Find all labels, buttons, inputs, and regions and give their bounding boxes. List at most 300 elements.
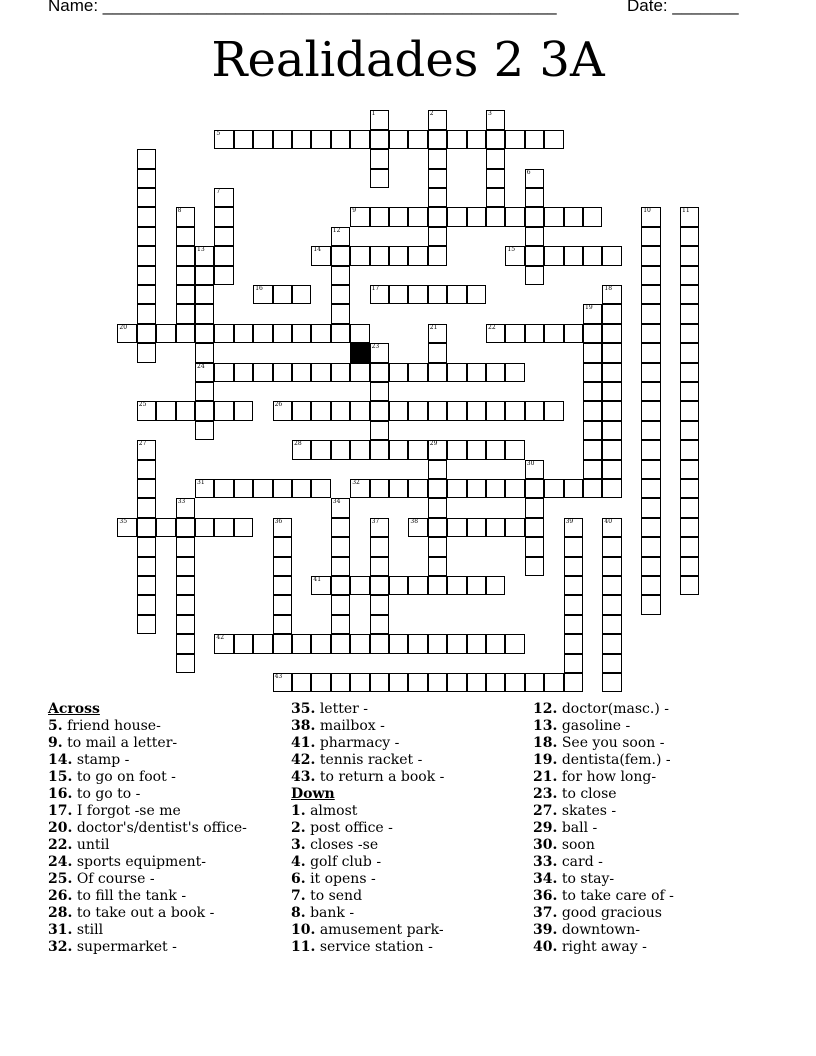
grid-cell[interactable] [486, 207, 505, 226]
grid-cell[interactable] [641, 518, 660, 537]
grid-cell[interactable] [428, 576, 447, 595]
grid-cell[interactable] [370, 518, 389, 537]
grid-cell[interactable] [273, 518, 292, 537]
grid-cell[interactable] [273, 634, 292, 653]
grid-cell[interactable] [583, 421, 602, 440]
grid-cell[interactable] [137, 304, 156, 323]
grid-cell[interactable] [370, 363, 389, 382]
grid-cell[interactable] [447, 285, 466, 304]
grid-cell[interactable] [602, 557, 621, 576]
grid-cell[interactable] [525, 460, 544, 479]
grid-cell[interactable] [641, 401, 660, 420]
grid-cell[interactable] [370, 382, 389, 401]
grid-cell[interactable] [428, 130, 447, 149]
grid-cell[interactable] [428, 634, 447, 653]
grid-cell[interactable] [214, 401, 233, 420]
grid-cell[interactable] [525, 207, 544, 226]
grid-cell[interactable] [641, 207, 660, 226]
grid-cell[interactable] [564, 576, 583, 595]
grid-cell[interactable] [583, 304, 602, 323]
grid-cell[interactable] [331, 557, 350, 576]
grid-cell[interactable] [292, 401, 311, 420]
grid-cell[interactable] [680, 440, 699, 459]
grid-cell[interactable] [195, 304, 214, 323]
grid-cell[interactable] [137, 188, 156, 207]
grid-cell[interactable] [641, 304, 660, 323]
grid-cell[interactable] [525, 518, 544, 537]
grid-cell[interactable] [408, 479, 427, 498]
grid-cell[interactable] [525, 227, 544, 246]
grid-cell[interactable] [370, 595, 389, 614]
grid-cell[interactable] [602, 615, 621, 634]
grid-cell[interactable] [447, 363, 466, 382]
grid-cell[interactable] [564, 537, 583, 556]
grid-cell[interactable] [428, 188, 447, 207]
grid-cell[interactable] [564, 479, 583, 498]
grid-cell[interactable] [234, 634, 253, 653]
grid-cell[interactable] [389, 285, 408, 304]
grid-cell[interactable] [680, 207, 699, 226]
grid-cell[interactable] [602, 421, 621, 440]
grid-cell[interactable] [311, 479, 330, 498]
grid-cell[interactable] [137, 169, 156, 188]
grid-cell[interactable] [331, 363, 350, 382]
grid-cell[interactable] [311, 576, 330, 595]
grid-cell[interactable] [389, 634, 408, 653]
grid-cell[interactable] [486, 634, 505, 653]
grid-cell[interactable] [486, 479, 505, 498]
grid-cell[interactable] [408, 130, 427, 149]
grid-cell[interactable] [176, 634, 195, 653]
grid-cell[interactable] [370, 557, 389, 576]
grid-cell[interactable] [273, 615, 292, 634]
grid-cell[interactable] [137, 246, 156, 265]
grid-cell[interactable] [641, 285, 660, 304]
grid-cell[interactable] [602, 304, 621, 323]
grid-cell[interactable] [253, 363, 272, 382]
grid-cell[interactable] [292, 673, 311, 692]
grid-cell[interactable] [408, 634, 427, 653]
grid-cell[interactable] [253, 130, 272, 149]
grid-cell[interactable] [602, 673, 621, 692]
grid-cell[interactable] [370, 110, 389, 129]
grid-cell[interactable] [641, 479, 660, 498]
grid-cell[interactable] [428, 460, 447, 479]
grid-cell[interactable] [641, 227, 660, 246]
grid-cell[interactable] [428, 324, 447, 343]
grid-cell[interactable] [234, 518, 253, 537]
grid-cell[interactable] [428, 285, 447, 304]
grid-cell[interactable] [602, 343, 621, 362]
grid-cell[interactable] [486, 401, 505, 420]
grid-cell[interactable] [195, 382, 214, 401]
grid-cell[interactable] [273, 130, 292, 149]
grid-cell[interactable] [467, 479, 486, 498]
grid-cell[interactable] [234, 479, 253, 498]
grid-cell[interactable] [602, 634, 621, 653]
grid-cell[interactable] [602, 382, 621, 401]
grid-cell[interactable] [564, 634, 583, 653]
grid-cell[interactable] [544, 207, 563, 226]
grid-cell[interactable] [292, 285, 311, 304]
grid-cell[interactable] [680, 266, 699, 285]
grid-cell[interactable] [525, 557, 544, 576]
grid-cell[interactable] [273, 537, 292, 556]
grid-cell[interactable] [156, 518, 175, 537]
grid-cell[interactable] [408, 285, 427, 304]
grid-cell[interactable] [641, 537, 660, 556]
grid-cell[interactable] [176, 304, 195, 323]
grid-cell[interactable] [292, 440, 311, 459]
grid-cell[interactable] [292, 130, 311, 149]
grid-cell[interactable] [350, 634, 369, 653]
grid-cell[interactable] [602, 460, 621, 479]
grid-cell[interactable] [253, 479, 272, 498]
grid-cell[interactable] [428, 498, 447, 517]
grid-cell[interactable] [273, 595, 292, 614]
grid-cell[interactable] [564, 518, 583, 537]
grid-cell[interactable] [505, 130, 524, 149]
grid-cell[interactable] [370, 401, 389, 420]
grid-cell[interactable] [428, 246, 447, 265]
grid-cell[interactable] [467, 363, 486, 382]
grid-cell[interactable] [408, 440, 427, 459]
grid-cell[interactable] [370, 130, 389, 149]
grid-cell[interactable] [370, 246, 389, 265]
grid-cell[interactable] [370, 421, 389, 440]
grid-cell[interactable] [117, 518, 136, 537]
grid-cell[interactable] [680, 227, 699, 246]
grid-cell[interactable] [680, 537, 699, 556]
grid-cell[interactable] [331, 130, 350, 149]
grid-cell[interactable] [214, 634, 233, 653]
grid-cell[interactable] [583, 207, 602, 226]
grid-cell[interactable] [311, 363, 330, 382]
grid-cell[interactable] [544, 479, 563, 498]
grid-cell[interactable] [370, 149, 389, 168]
grid-cell[interactable] [176, 266, 195, 285]
grid-cell[interactable] [176, 285, 195, 304]
grid-cell[interactable] [583, 343, 602, 362]
grid-cell[interactable] [583, 479, 602, 498]
grid-cell[interactable] [311, 130, 330, 149]
grid-cell[interactable] [195, 401, 214, 420]
grid-cell[interactable] [641, 382, 660, 401]
grid-cell[interactable] [428, 401, 447, 420]
grid-cell[interactable] [680, 460, 699, 479]
grid-cell[interactable] [467, 518, 486, 537]
grid-cell[interactable] [370, 615, 389, 634]
grid-cell[interactable] [564, 207, 583, 226]
grid-cell[interactable] [505, 440, 524, 459]
grid-cell[interactable] [176, 246, 195, 265]
grid-cell[interactable] [331, 324, 350, 343]
grid-cell[interactable] [564, 615, 583, 634]
grid-cell[interactable] [428, 479, 447, 498]
grid-cell[interactable] [350, 479, 369, 498]
grid-cell[interactable] [137, 343, 156, 362]
grid-cell[interactable] [176, 615, 195, 634]
grid-cell[interactable] [137, 460, 156, 479]
grid-cell[interactable] [680, 324, 699, 343]
grid-cell[interactable] [292, 324, 311, 343]
grid-cell[interactable] [350, 207, 369, 226]
grid-cell[interactable] [137, 615, 156, 634]
grid-cell[interactable] [195, 324, 214, 343]
grid-cell[interactable] [505, 634, 524, 653]
grid-cell[interactable] [505, 673, 524, 692]
grid-cell[interactable] [214, 246, 233, 265]
grid-cell[interactable] [447, 401, 466, 420]
grid-cell[interactable] [641, 343, 660, 362]
grid-cell[interactable] [176, 518, 195, 537]
grid-cell[interactable] [137, 227, 156, 246]
grid-cell[interactable] [447, 440, 466, 459]
grid-cell[interactable] [680, 576, 699, 595]
grid-cell[interactable] [156, 401, 175, 420]
grid-cell[interactable] [253, 634, 272, 653]
grid-cell[interactable] [389, 576, 408, 595]
grid-cell[interactable] [486, 149, 505, 168]
grid-cell[interactable] [195, 343, 214, 362]
grid-cell[interactable] [525, 324, 544, 343]
grid-cell[interactable] [273, 324, 292, 343]
grid-cell[interactable] [583, 324, 602, 343]
grid-cell[interactable] [370, 537, 389, 556]
grid-cell[interactable] [137, 557, 156, 576]
grid-cell[interactable] [544, 246, 563, 265]
grid-cell[interactable] [428, 343, 447, 362]
grid-cell[interactable] [602, 363, 621, 382]
grid-cell[interactable] [408, 246, 427, 265]
grid-cell[interactable] [428, 363, 447, 382]
grid-cell[interactable] [428, 207, 447, 226]
grid-cell[interactable] [680, 363, 699, 382]
grid-cell[interactable] [467, 673, 486, 692]
grid-cell[interactable] [428, 149, 447, 168]
grid-cell[interactable] [680, 401, 699, 420]
grid-cell[interactable] [389, 673, 408, 692]
grid-cell[interactable] [467, 634, 486, 653]
grid-cell[interactable] [641, 460, 660, 479]
grid-cell[interactable] [370, 207, 389, 226]
grid-cell[interactable] [176, 576, 195, 595]
grid-cell[interactable] [505, 207, 524, 226]
grid-cell[interactable] [680, 304, 699, 323]
grid-cell[interactable] [137, 498, 156, 517]
grid-cell[interactable] [680, 343, 699, 362]
grid-cell[interactable] [467, 440, 486, 459]
grid-cell[interactable] [408, 363, 427, 382]
grid-cell[interactable] [234, 130, 253, 149]
grid-cell[interactable] [602, 537, 621, 556]
grid-cell[interactable] [680, 557, 699, 576]
grid-cell[interactable] [428, 673, 447, 692]
grid-cell[interactable] [214, 266, 233, 285]
grid-cell[interactable] [273, 673, 292, 692]
grid-cell[interactable] [544, 401, 563, 420]
grid-cell[interactable] [273, 363, 292, 382]
grid-cell[interactable] [234, 324, 253, 343]
grid-cell[interactable] [234, 401, 253, 420]
grid-cell[interactable] [486, 440, 505, 459]
grid-cell[interactable] [389, 401, 408, 420]
grid-cell[interactable] [253, 324, 272, 343]
grid-cell[interactable] [331, 673, 350, 692]
grid-cell[interactable] [137, 595, 156, 614]
grid-cell[interactable] [176, 537, 195, 556]
grid-cell[interactable] [195, 479, 214, 498]
grid-cell[interactable] [641, 557, 660, 576]
grid-cell[interactable] [641, 266, 660, 285]
grid-cell[interactable] [389, 479, 408, 498]
grid-cell[interactable] [195, 363, 214, 382]
grid-cell[interactable] [447, 673, 466, 692]
grid-cell[interactable] [680, 285, 699, 304]
grid-cell[interactable] [641, 421, 660, 440]
grid-cell[interactable] [331, 440, 350, 459]
grid-cell[interactable] [137, 285, 156, 304]
grid-cell[interactable] [176, 207, 195, 226]
grid-cell[interactable] [486, 673, 505, 692]
grid-cell[interactable] [467, 207, 486, 226]
grid-cell[interactable] [370, 479, 389, 498]
grid-cell[interactable] [389, 440, 408, 459]
grid-cell[interactable] [602, 324, 621, 343]
grid-cell[interactable] [137, 518, 156, 537]
grid-cell[interactable] [350, 130, 369, 149]
grid-cell[interactable] [486, 518, 505, 537]
grid-cell[interactable] [253, 285, 272, 304]
grid-cell[interactable] [370, 285, 389, 304]
grid-cell[interactable] [564, 246, 583, 265]
grid-cell[interactable] [370, 576, 389, 595]
date-field[interactable]: Date: _______ [627, 0, 739, 15]
grid-cell[interactable] [137, 149, 156, 168]
grid-cell[interactable] [583, 246, 602, 265]
grid-cell[interactable] [544, 673, 563, 692]
grid-cell[interactable] [505, 246, 524, 265]
grid-cell[interactable] [602, 440, 621, 459]
grid-cell[interactable] [350, 673, 369, 692]
grid-cell[interactable] [467, 285, 486, 304]
grid-cell[interactable] [680, 382, 699, 401]
grid-cell[interactable] [350, 576, 369, 595]
grid-cell[interactable] [214, 207, 233, 226]
grid-cell[interactable] [564, 673, 583, 692]
name-field[interactable]: Name: ________________________________________________ [48, 0, 557, 15]
grid-cell[interactable] [564, 557, 583, 576]
grid-cell[interactable] [525, 266, 544, 285]
grid-cell[interactable] [680, 479, 699, 498]
grid-cell[interactable] [486, 110, 505, 129]
grid-cell[interactable] [311, 673, 330, 692]
grid-cell[interactable] [292, 363, 311, 382]
grid-cell[interactable] [447, 576, 466, 595]
grid-cell[interactable] [680, 498, 699, 517]
grid-cell[interactable] [331, 615, 350, 634]
grid-cell[interactable] [137, 266, 156, 285]
grid-cell[interactable] [525, 188, 544, 207]
grid-cell[interactable] [486, 188, 505, 207]
grid-cell[interactable] [195, 518, 214, 537]
grid-cell[interactable] [505, 363, 524, 382]
grid-cell[interactable] [505, 518, 524, 537]
grid-cell[interactable] [428, 169, 447, 188]
grid-cell[interactable] [447, 518, 466, 537]
grid-cell[interactable] [544, 324, 563, 343]
grid-cell[interactable] [641, 246, 660, 265]
grid-cell[interactable] [214, 188, 233, 207]
grid-cell[interactable] [641, 498, 660, 517]
grid-cell[interactable] [370, 673, 389, 692]
grid-cell[interactable] [350, 246, 369, 265]
grid-cell[interactable] [117, 324, 136, 343]
grid-cell[interactable] [137, 207, 156, 226]
grid-cell[interactable] [467, 401, 486, 420]
grid-cell[interactable] [525, 498, 544, 517]
grid-cell[interactable] [641, 324, 660, 343]
grid-cell[interactable] [311, 246, 330, 265]
grid-cell[interactable] [214, 479, 233, 498]
grid-cell[interactable] [505, 479, 524, 498]
grid-cell[interactable] [583, 382, 602, 401]
grid-cell[interactable] [447, 207, 466, 226]
grid-cell[interactable] [370, 343, 389, 362]
grid-cell[interactable] [602, 518, 621, 537]
grid-cell[interactable] [311, 634, 330, 653]
grid-cell[interactable] [273, 557, 292, 576]
grid-cell[interactable] [447, 634, 466, 653]
grid-cell[interactable] [137, 401, 156, 420]
grid-cell[interactable] [525, 537, 544, 556]
grid-cell[interactable] [331, 304, 350, 323]
grid-cell[interactable] [214, 130, 233, 149]
grid-cell[interactable] [350, 324, 369, 343]
grid-cell[interactable] [137, 324, 156, 343]
grid-cell[interactable] [176, 557, 195, 576]
grid-cell[interactable] [428, 518, 447, 537]
grid-cell[interactable] [428, 110, 447, 129]
grid-cell[interactable] [602, 479, 621, 498]
grid-cell[interactable] [544, 130, 563, 149]
grid-cell[interactable] [564, 324, 583, 343]
grid-cell[interactable] [156, 324, 175, 343]
grid-cell[interactable] [447, 130, 466, 149]
grid-cell[interactable] [641, 595, 660, 614]
grid-cell[interactable] [525, 246, 544, 265]
grid-cell[interactable] [311, 324, 330, 343]
grid-cell[interactable] [195, 246, 214, 265]
grid-cell[interactable] [602, 595, 621, 614]
grid-cell[interactable] [331, 401, 350, 420]
grid-cell[interactable] [214, 324, 233, 343]
grid-cell[interactable] [195, 421, 214, 440]
grid-cell[interactable] [564, 595, 583, 614]
grid-cell[interactable] [370, 440, 389, 459]
grid-cell[interactable] [602, 285, 621, 304]
grid-cell[interactable] [467, 130, 486, 149]
grid-cell[interactable] [428, 440, 447, 459]
grid-cell[interactable] [350, 401, 369, 420]
grid-cell[interactable] [525, 130, 544, 149]
grid-cell[interactable] [195, 285, 214, 304]
grid-cell[interactable] [176, 654, 195, 673]
grid-cell[interactable] [311, 440, 330, 459]
grid-cell[interactable] [680, 421, 699, 440]
grid-cell[interactable] [641, 576, 660, 595]
grid-cell[interactable] [408, 518, 427, 537]
